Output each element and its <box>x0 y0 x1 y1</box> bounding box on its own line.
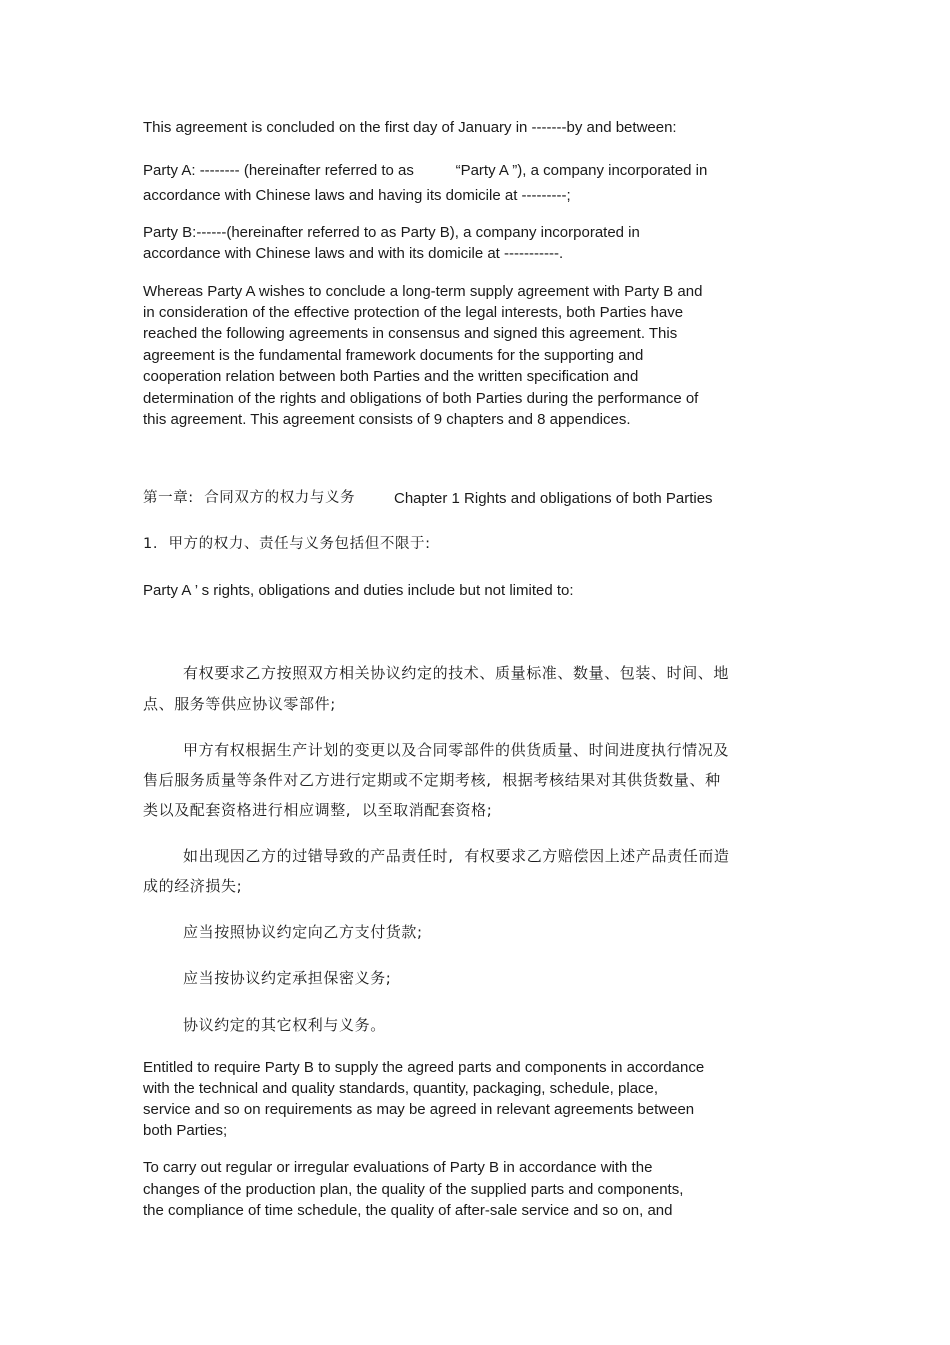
whereas-line: this agreement. This agreement consists of 9 chapters and 8 appendices. <box>143 411 631 428</box>
en-clause-line: changes of the production plan, the quality of the supplied parts and components, <box>143 1181 684 1198</box>
item1-en: Party A ’ s rights, obligations and duties include but not limited to: <box>143 582 574 599</box>
intro-line: This agreement is concluded on the first day of January in -------by and between: <box>143 119 677 136</box>
en-clause-line: service and so on requirements as may be agreed in relevant agreements between <box>143 1101 695 1118</box>
zh-clause-line: 有权要求乙方按照双方相关协议约定的技术、质量标准、数量、包装、时间、地 <box>183 664 730 682</box>
item1-zh: 1. 甲方的权力、责任与义务包括但不限于: <box>143 536 431 552</box>
en-clause-line: the compliance of time schedule, the quality of after-sale service and so on, and <box>143 1202 673 1219</box>
zh-clause-line: 成的经济损失; <box>143 877 243 895</box>
chapter-title-zh: 第一章: 合同双方的权力与义务 <box>143 490 356 506</box>
en-clause-line: Entitled to require Party B to supply the agreed parts and components in accordance <box>143 1059 705 1076</box>
party-b-line: Party B:------(hereinafter referred to as Party B), a company incorporated in <box>143 224 640 241</box>
party-b-line: accordance with Chinese laws and with its domicile at -----------. <box>143 245 564 262</box>
zh-clause-line: 协议约定的其它权利与义务。 <box>183 1016 386 1034</box>
chapter-title-en: Chapter 1 Rights and obligations of both Parties <box>394 490 713 507</box>
whereas-line: determination of the rights and obligations of both Parties during the performance of <box>143 390 699 407</box>
zh-clause-line: 甲方有权根据生产计划的变更以及合同零部件的供货质量、时间进度执行情况及 <box>183 741 730 759</box>
whereas-line: agreement is the fundamental framework documents for the supporting and <box>143 347 644 364</box>
zh-clause-line: 类以及配套资格进行相应调整, 以至取消配套资格; <box>143 801 493 819</box>
en-clause-line: both Parties; <box>143 1122 228 1139</box>
zh-clause-line: 点、服务等供应协议零部件; <box>143 695 336 713</box>
en-clause-line: To carry out regular or irregular evaluations of Party B in accordance with the <box>143 1159 653 1176</box>
party-a-line: Party A: -------- (hereinafter referred to as “Party A ”), a company incorporated in <box>143 162 708 179</box>
whereas-line: cooperation relation between both Parties and the written specification and <box>143 368 639 385</box>
zh-clause-line: 如出现因乙方的过错导致的产品责任时, 有权要求乙方赔偿因上述产品责任而造 <box>183 847 730 865</box>
zh-clause-line: 应当按协议约定承担保密义务; <box>183 969 392 987</box>
party-a-line: accordance with Chinese laws and having its domicile at ---------; <box>143 187 571 204</box>
whereas-line: Whereas Party A wishes to conclude a long-term supply agreement with Party B and <box>143 283 703 300</box>
whereas-line: reached the following agreements in consensus and signed this agreement. This <box>143 325 678 342</box>
zh-clause-line: 应当按照协议约定向乙方支付货款; <box>183 923 423 941</box>
en-clause-line: with the technical and quality standards, quantity, packaging, schedule, place, <box>143 1080 659 1097</box>
whereas-line: in consideration of the effective protection of the legal interests, both Parties have <box>143 304 684 321</box>
zh-clause-line: 售后服务质量等条件对乙方进行定期或不定期考核, 根据考核结果对其供货数量、种 <box>143 771 721 789</box>
